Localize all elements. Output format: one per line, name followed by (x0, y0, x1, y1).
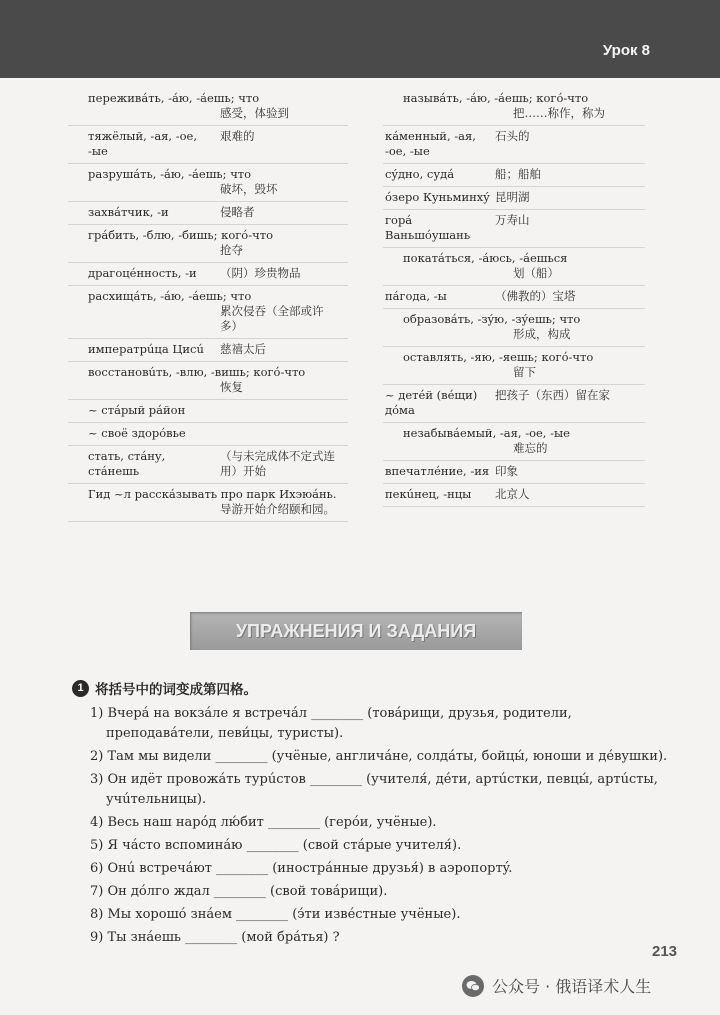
vocab-word: стать, стáну, стáнешь (88, 449, 166, 478)
vocab-entry (68, 225, 348, 263)
vocab-entry (68, 286, 348, 339)
exercise-items (72, 704, 672, 948)
vocab-right-column (383, 88, 645, 507)
vocab-word: пáгода, -ы (385, 289, 447, 303)
exercise-item: 2) Там мы видели ________ (учёные, англичáне, солдáты, бойцы́, юноши и дéвушки). (90, 749, 668, 764)
vocab-translation: 划（船） (513, 266, 559, 280)
lesson-label: Урок 8 (602, 42, 650, 59)
section-title: УПРАЖНЕНИЯ И ЗАДАНИЯ (235, 620, 477, 641)
vocab-entry (68, 164, 348, 202)
watermark (462, 974, 651, 997)
exercise-item: 6) Онú встречáют ________ (инострáнные друзья́) в аэропортý. (90, 861, 513, 876)
vocab-entry (383, 385, 645, 423)
exercise-item: 5) Я чáсто вспоминáю ________ (свой стáрые учителя́). (90, 838, 462, 853)
vocab-word: горá Ваньшóушань (385, 213, 471, 242)
vocab-left-column (68, 88, 348, 522)
vocab-entry (383, 309, 645, 347)
vocab-entry (68, 423, 348, 446)
vocab-translation: 北京人 (495, 487, 530, 501)
vocab-translation: 慈禧太后 (220, 342, 266, 356)
vocab-translation: 感受，体验到 (220, 106, 289, 120)
vocab-word: незабывáемый, -ая, -ое, -ые (403, 426, 570, 440)
vocab-word: покатáться, -áюсь, -áешься (403, 251, 568, 265)
vocab-translation: 昆明湖 (495, 190, 530, 204)
exercise-item: 8) Мы хорошó знáем ________ (э́ти извéстные учёные). (90, 907, 461, 922)
vocab-word: драгоцéнность, -и (88, 266, 197, 280)
vocab-translation: （与未完成体不定式连用）开始 (220, 449, 335, 478)
vocab-translation: 抢夺 (220, 243, 243, 257)
vocab-translation: 导游开始介绍颐和园。 (220, 502, 335, 516)
vocab-word: захвáтчик, -и (88, 205, 169, 219)
vocab-translation: 破坏，毁坏 (220, 182, 278, 196)
vocab-entry (68, 202, 348, 225)
vocab-word: расхищáть, -áю, -áешь; что (88, 289, 252, 303)
vocab-translation: 恢复 (220, 380, 243, 394)
vocab-entry (383, 461, 645, 484)
vocab-translation: 形成，构成 (513, 327, 571, 341)
vocab-translation: 留下 (513, 365, 536, 379)
vocab-word: впечатлéние, -ия (385, 464, 490, 478)
vocab-translation: 石头的 (495, 129, 530, 143)
vocab-word: ~ детéй (вéщи) дóма (385, 388, 478, 417)
vocab-entry (68, 400, 348, 423)
vocab-word: пекúнец, -нцы (385, 487, 472, 501)
vocab-word: восстановúть, -влю, -вишь; когó-что (88, 365, 306, 379)
vocab-translation: 船；船舶 (495, 167, 541, 181)
exercise-title: 将括号中的词变成第四格。 (95, 682, 257, 698)
vocab-word: грáбить, -блю, -бишь; когó-что (88, 228, 273, 242)
vocab-entry (68, 339, 348, 362)
vocab-word: образовáть, -зýю, -зýешь; что (403, 312, 581, 326)
exercise-item: 3) Он идёт провожáть турúстов ________ (учителя́, дéти, артúстки, певцы́, артúсты, учúтельницы). (90, 772, 658, 807)
vocab-translation: 把孩子（东西）留在家 (495, 388, 610, 402)
vocab-entry (68, 263, 348, 286)
watermark-text: 公众号 · 俄语译术人生 (492, 977, 652, 996)
vocab-word: сýдно, судá (385, 167, 455, 181)
vocab-translation: 把……称作，称为 (513, 106, 605, 120)
vocab-translation: 印象 (495, 464, 518, 478)
page-number: 213 (652, 943, 678, 960)
vocab-word: óзеро Куньминхý (385, 190, 490, 204)
vocab-translation: （阴）珍贵物品 (220, 266, 301, 280)
vocab-entry (68, 88, 348, 126)
exercise-title-row (72, 678, 672, 698)
vocab-word: императрúца Цисú (88, 342, 204, 356)
vocab-entry (383, 248, 645, 286)
vocab-word: переживáть, -áю, -áешь; что (88, 91, 260, 105)
vocab-entry (68, 126, 348, 164)
vocab-word: кáменный, -ая, -ое, -ые (385, 129, 476, 158)
vocab-entry (383, 164, 645, 187)
vocab-entry (68, 362, 348, 400)
vocab-entry (68, 484, 348, 522)
vocab-entry (383, 126, 645, 164)
vocab-entry (383, 210, 645, 248)
exercise-item: 9) Ты знáешь ________ (мой брáтья) ? (90, 930, 340, 945)
vocab-entry (383, 484, 645, 507)
vocab-entry (383, 88, 645, 126)
vocab-word: ~ стáрый рáйон (88, 403, 186, 417)
exercise-number-badge: 1 (72, 680, 89, 697)
vocab-translation: 万寿山 (495, 213, 530, 227)
header-bar (0, 0, 720, 78)
vocab-word: назывáть, -áю, -áешь; когó-что (403, 91, 589, 105)
vocab-entry (383, 286, 645, 309)
vocab-word: Гид ~л расскáзывать про парк Ихэюáнь. (88, 487, 337, 501)
vocab-word: тяжёлый, -ая, -ое, -ые (88, 129, 198, 158)
vocab-translation: 侵略者 (220, 205, 255, 219)
section-banner (190, 612, 522, 650)
exercise-1 (72, 678, 672, 951)
wechat-icon (462, 975, 484, 997)
vocab-entry (68, 446, 348, 484)
vocab-word: оставлять, -яю, -яешь; когó-что (403, 350, 594, 364)
vocab-word: разрушáть, -áю, -áешь; что (88, 167, 252, 181)
vocab-entry (383, 187, 645, 210)
vocab-translation: （佛教的）宝塔 (495, 289, 576, 303)
exercise-item: 4) Весь наш нарóд лю́бит ________ (герóи, учёные). (90, 815, 437, 830)
vocab-entry (383, 423, 645, 461)
vocab-translation: 难忘的 (513, 441, 548, 455)
vocab-entry (383, 347, 645, 385)
vocab-word: ~ своё здорóвье (88, 426, 186, 440)
exercise-item: 1) Вчерá на вокзáле я встречáл ________ (товáрищи, друзья, родители, преподавáтели, певи́цы, туристы). (90, 706, 572, 741)
vocab-translation: 艰难的 (220, 129, 255, 143)
vocab-translation: 累次侵吞（全部或许多） (220, 304, 324, 333)
exercise-item: 7) Он дóлго ждал ________ (свой товáрищи). (90, 884, 388, 899)
